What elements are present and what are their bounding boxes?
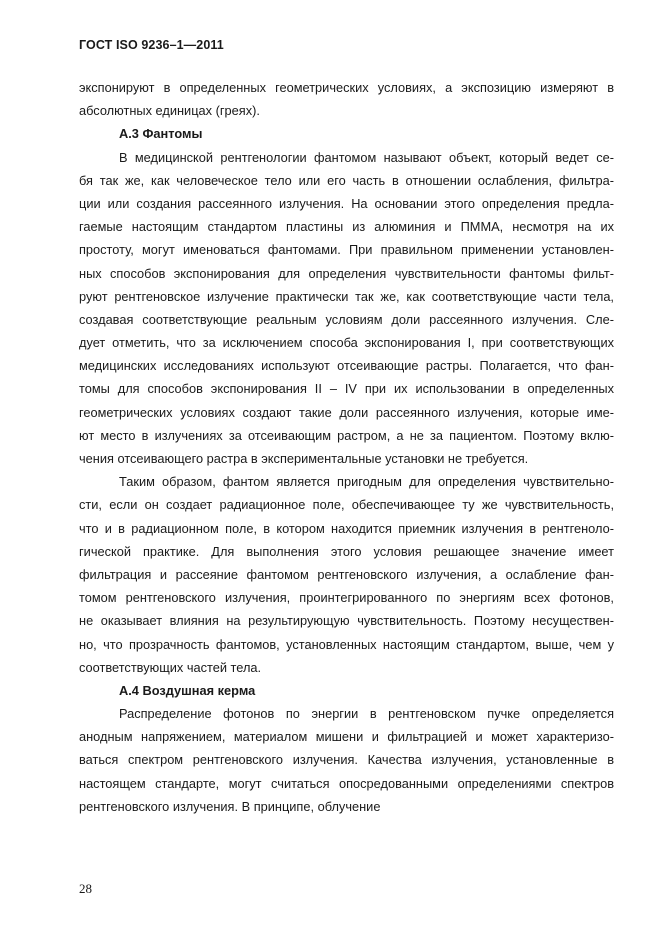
text-line: ных способов экспонирования для определения чувствительности фантомы фильт-	[79, 265, 614, 281]
text-line: анодным напряжением, материалом мишени и фильтрацией и может характеризо-	[79, 729, 614, 745]
text-line: томы для способов экспонирования II – IV при их использовании в определенных	[79, 381, 614, 397]
document-body	[79, 76, 614, 818]
text-line: абсолютных единицах (греях).	[79, 103, 260, 119]
text-line: рентгеновского излучения. В принципе, облучение	[79, 798, 381, 814]
text-line: руют рентгеновское излучение практически так же, как соответствующие части тела,	[79, 288, 614, 304]
text-line: Таким образом, фантом является пригодным для определения чувствительно-	[119, 474, 614, 490]
text-line: фильтрация и рассеяние фантомом рентгеновского излучения, а ослабление фан-	[79, 566, 614, 582]
text-line: гаемые настоящим стандартом пластины из алюминия и ПММА, несмотря на их	[79, 219, 614, 235]
text-line: медицинских исследованиях используют отсеивающие растры. Полагается, что фан-	[79, 358, 614, 374]
text-line: экспонируют в определенных геометрических условиях, а экспозицию измеряют в	[79, 80, 614, 95]
text-line: гической практике. Для выполнения этого условия решающее значение имеет	[79, 543, 614, 559]
text-line: геометрических условиях создают такие доли рассеянного излучения, которые име-	[79, 404, 614, 420]
text-line: ции или создания рассеянного излучения. На основании этого определения предла-	[79, 195, 614, 211]
text-line: но, что прозрачность фантомов, установленных настоящим стандартом, выше, чем у	[79, 636, 614, 652]
text-line: дует отметить, что за исключением способа экспонирования I, при соответствующих	[79, 335, 614, 351]
text-line: Распределение фотонов по энергии в рентгеновском пучке определяется	[119, 706, 614, 722]
document-header: ГОСТ ISO 9236–1—2011	[79, 38, 224, 52]
text-line: не оказывает влияния на результирующую чувствительность. Поэтому несуществен-	[79, 613, 614, 629]
text-line: томом рентгеновского излучения, проинтегрированного по энергиям всех фотонов,	[79, 590, 614, 606]
text-line: сти, если он создает радиационное поле, обеспечивающее ту же чувствительность,	[79, 497, 614, 513]
page-number: 28	[79, 881, 92, 896]
text-line: ваться спектром рентгеновского излучения. Качества излучения, установленные в	[79, 752, 614, 768]
section-heading: А.4 Воздушная керма	[119, 682, 256, 698]
text-line: простоту, могут именоваться фантомами. При правильном применении установлен-	[79, 242, 614, 258]
text-line: ют место в излучениях за отсеивающим растром, а не за пациентом. Поэтому вклю-	[79, 427, 614, 443]
text-line: чения отсеивающего растра в экспериментальные установки не требуется.	[79, 451, 529, 466]
text-line: настоящем стандарте, могут считаться опосредованными определениями спектров	[79, 775, 614, 791]
section-heading: А.3 Фантомы	[119, 126, 203, 142]
text-line: создавая соответствующие реальным условиям доли рассеянного излучения. Сле-	[79, 311, 614, 327]
text-line: соответствующих частей тела.	[79, 659, 262, 675]
text-line: что и в радиационном поле, в котором находится приемник излучения в рентгеноло-	[79, 520, 614, 536]
text-line: бя так же, как человеческое тело или его часть в отношении ослабления, фильтра-	[79, 172, 614, 188]
text-line: В медицинской рентгенологии фантомом называют объект, который ведет се-	[119, 149, 614, 165]
